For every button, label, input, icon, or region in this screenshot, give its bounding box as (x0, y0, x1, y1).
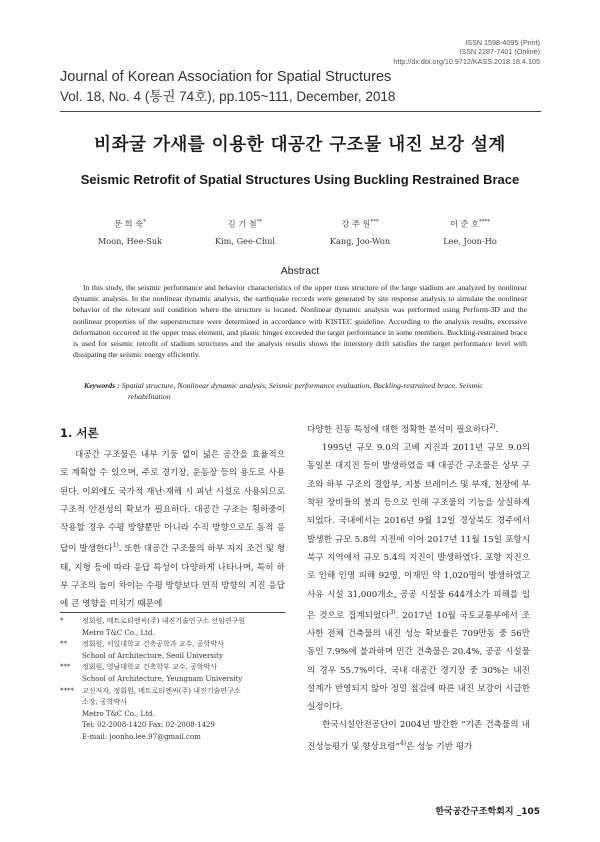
paragraph: 대공간 구조물은 내부 기둥 없이 넓은 공간을 효율적으로 계획할 수 있으며, 주로 경기장, 운동장 등의 용도로 사용된다. 이외에도 국가적 재난·재해 시 피난 시설로 사용되므로 구조적 안전성의 확보가 필요하다. 대공간 구조는 횡하중이 작용할 경우 수평 방향뿐만 아니라 수직 방향으로도 동적 응답이 발생한다$^{1)}$. 또한 대공간 구조물의 하부 지지 조건 및 형태, 지형 등에 따라 응답 특성이 다양하게 나타나며, 특히 하부 구조의 높이 차이는 수평 방향보다 연직 방향의 지진 응답에 큰 영향을 미치기 때문에 (60, 450, 285, 610)
footnote-rule (60, 612, 285, 613)
author-name-ko: 김 기 철 (227, 218, 257, 229)
author-name-en: Lee, Joon-Ho (443, 235, 497, 246)
footnote-item: *** 정회원, 영남대학교 건축학부 교수, 공학박사 School of Architecture, Yeungnam University (60, 663, 243, 683)
author-name-en: Kim, Gee-Chul (214, 235, 276, 246)
doi-link[interactable]: http://dx.doi.org/10.9712/KASS.2018.18.4.105 (393, 56, 540, 66)
citation-ref: 4) (399, 739, 407, 747)
author-name-en: Kang, Joo-Won (329, 235, 391, 246)
journal-name: Journal of Korean Association for Spatial Structures (60, 69, 392, 85)
abstract-text: In this study, the seismic performance and behavior characteristics of the upper truss structure of the large stadium are analyzed by nonlinear dynamic analysis. In the nonlinear dynamic analysis, the earthquake records were generated by site response analysis to simulate the nonlinear behavior of the relevant soil condition where the structure is located. Nonlinear dynamic analysis was performed using Perform-3D and the nonlinear properties of the superstructure were determined in accordance with KISTEC guideline. According to the analysis results, excessive deformation occurred in the upper truss element, and plastic hinges exceeded the target performance in some members. Buckling-restrained brace is used for seismic retrofit of stadium structures and the analysis results shows the interstory drift satisfies the target performance level with dissipating the seismic energy efficiently. (73, 283, 527, 360)
author-mark: ** (256, 219, 263, 225)
issn-print: ISSN 1598-4095 (Print) (465, 38, 540, 47)
citation-ref: 1) (112, 542, 119, 550)
footnote-item: * 정회원, 메트로티엔씨(주) 내진기술연구소 선임연구원 Metro T&C Co., Ltd. (60, 617, 246, 637)
author-name-ko: 문 희 숙 (114, 218, 144, 229)
page-footer: 한국공간구조학회지 _105 (435, 807, 540, 817)
title-english: Seismic Retrofit of Spatial Structures Using Buckling Restrained Brace (80, 172, 520, 187)
keywords-label: Keywords : (84, 381, 122, 390)
author-mark: *** (370, 219, 379, 225)
issn-online: ISSN 2287-7401 (Online) (459, 47, 540, 57)
issn-block (393, 38, 540, 66)
author-2 (195, 214, 295, 250)
body-column-right (307, 418, 530, 756)
citation-ref: 2) (489, 423, 496, 430)
paragraph: 1995년 규모 9.0의 고베 지진과 2011년 규모 9.0의 동일본 대지진 등이 발생하였을 때 대공간 구조물은 상부 구조와 하부 구조의 결합부, 지붕 브레이스 및 부재, 천장에 부착된 장비들의 붕괴 등으로 인해 구조물의 기능을 상실하게 되었다. 국내에서는 2016년 9월 12일 경상북도 경주에서 발생한 규모 5.8의 지진에 이어 2017년 11월 15일 포항시 북구 지역에서 규모 5.4의 지진이 발생하였다. 포항 지진으로 인해 인명 피해 92명, 이재민 약 1,020명이 발생하였고 사유 시설 31,000개소, 공공 시설물 644개소가 피해를 입은 것으로 집계되었다$^{3)}$. 2017년 10월 국토교통부에서 조사한 전체 건축물의 내진 성능 확보율은 709만동 중 56만동인 7.9%에 불과하며 민간 건축물은 20.4%, 공공 시설물의 경우 55.7%이다. 국내 대공간 경기장 중 30%는 내진 설계가 반영되지 않아 정밀 점검에 따른 내진 보강이 시급한 실정이다. (307, 443, 531, 713)
citation-ref: 3) (389, 608, 396, 616)
footnote-item: ** 정회원, 서일대학교 건축공학과 교수, 공학박사 School of Architecture, Seoil University (60, 640, 224, 660)
author-4 (420, 214, 520, 250)
keywords (84, 380, 530, 402)
author-1 (80, 214, 180, 250)
author-name-en: Moon, Hee-Suk (97, 235, 163, 246)
body-column-left (60, 446, 285, 614)
paragraph: 다양한 진동 특성에 대한 정확한 분석이 필요하다$^{2)}$. (307, 423, 499, 435)
abstract-heading: Abstract (280, 265, 320, 277)
author-3 (310, 214, 410, 250)
title-korean: 비좌굴 가새를 이용한 대공간 구조물 내진 보강 설계 (94, 135, 506, 155)
section-heading: 1. 서론 (60, 426, 99, 440)
author-mark: **** (478, 219, 490, 225)
author-name-ko: 이 준 호 (450, 218, 479, 229)
header-rule (60, 111, 541, 112)
author-name-ko: 강 주 원 (341, 218, 371, 229)
keywords-text: Spatial structure, Nonlinear dynamic analysis, Seismic performance evaluation, Buckling-restrained brace, Seismic (121, 381, 483, 390)
volume-line: Vol. 18, No. 4 (통권 74호), pp.105~111, December, 2018 (60, 89, 396, 104)
footnotes (60, 616, 290, 744)
footnote-item: **** 교신저자, 정회원, 메트로티엔씨(주) 내진기술연구소 소장, 공학박사 Metro T&C Co., Ltd. Tel: 02-2008-1420 Fax: 02-2008-1429 E-mail: joonho.lee.97@gmail.com (60, 686, 241, 741)
author-mark: * (143, 219, 146, 225)
keywords-text-cont: rehabilitation (128, 392, 171, 402)
paragraph: 한국시설안전공단이 2004년 발간한 “기존 건축물의 내진성능평가 및 향상요령”$^{4)}$은 성능 기반 평가 (307, 720, 530, 752)
